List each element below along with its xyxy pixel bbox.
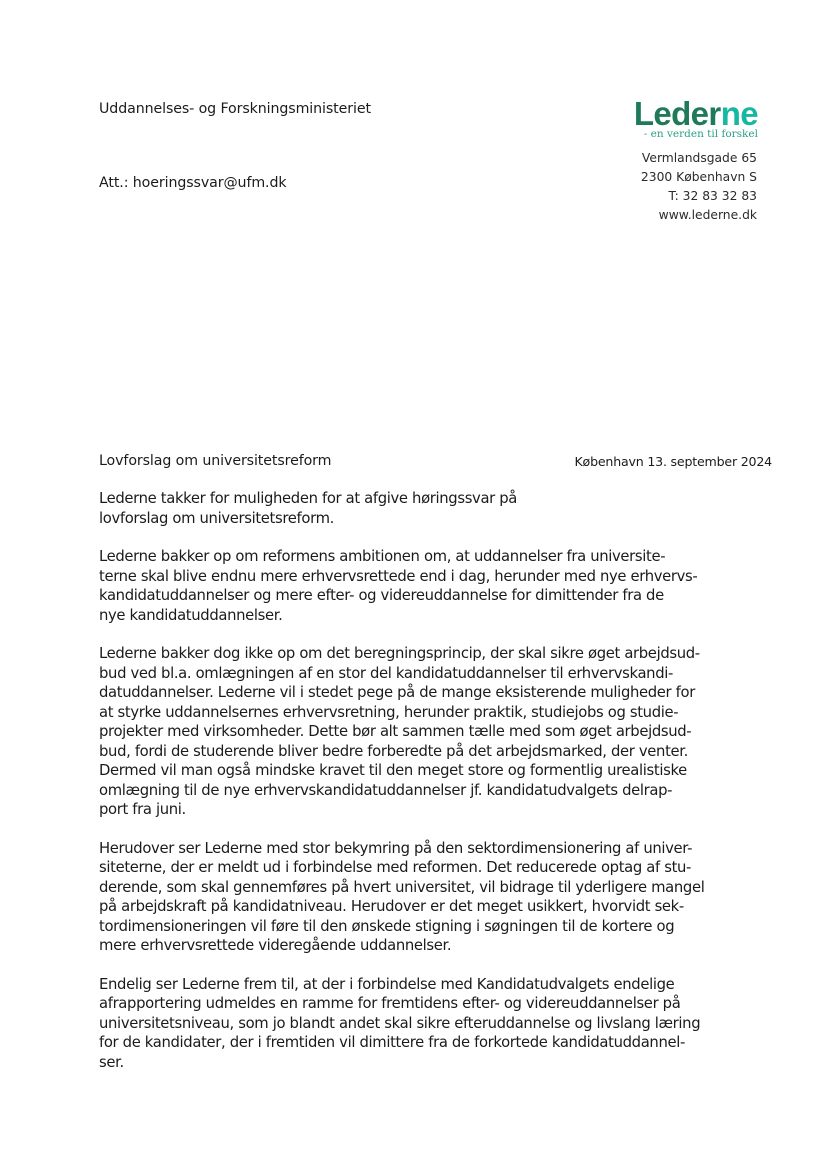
letter-subject: Lovforslag om universitetsreform	[99, 453, 332, 469]
body-paragraph-2: Lederne bakker op om reformens ambitionen om, at uddannelser fra universite- terne skal blive endnu mere erhvervsrettede end i dag, herunder med nye erhvervs- kandidatuddannelser og mere efter- og videreuddannelse for dimittender fra de nye kandidatuddannelser.	[99, 548, 698, 624]
address-city: 2300 København S	[640, 170, 757, 184]
body-paragraph-5: Endelig ser Lederne frem til, at der i forbindelse med Kandidatudvalgets endelige afrapportering udmeldes en ramme for fremtidens efter- og videreuddannelser på universitetsniveau, som jo blandt andet skal sikre efteruddannelse og livslang læring for de kandidater, der i fremtiden vil dimittere fra de forkortede kandidatuddannel- ser.	[99, 975, 701, 1071]
body-paragraph-4: Herudover ser Lederne med stor bekymring på den sektordimensionering af univer- siteterne, der er meldt ud i forbindelse med reformen. Det reducerede optag af stu- derende, som skal gennemføres på hvert universitet, vil bidrage til yderligere mangel på arbejdskraft på kandidatniveau. Herudover er det meget usikkert, hvorvidt sek- tordimensioneringen vil føre til den ønskede stigning i søgningen til de kortere og mere erhvervsrettede videregående uddannelser.	[99, 839, 705, 954]
body-paragraph-1: Lederne takker for muligheden for at afgive høringssvar på lovforslag om universitetsreform.	[99, 490, 518, 527]
attention-line: Att.: hoeringssvar@ufm.dk	[99, 175, 287, 191]
letter-body	[99, 489, 739, 1091]
address-web: www.lederne.dk	[658, 208, 757, 222]
logo-wordmark	[612, 96, 758, 132]
logo-tagline: - en verden til forskel	[643, 128, 758, 140]
lederne-logo	[612, 96, 758, 140]
logo-wordmark-accent: ne	[720, 95, 758, 132]
letter-date: København 13. september 2024	[574, 454, 772, 469]
address-phone: T: 32 83 32 83	[668, 189, 757, 203]
address-street: Vermlandsgade 65	[641, 151, 757, 165]
sender-address	[600, 149, 757, 225]
body-paragraph-3: Lederne bakker dog ikke op om det beregningsprincip, der skal sikre øget arbejdsud- bud ved bl.a. omlægningen af en stor del kandidatuddannelser til erhvervskandi- datuddannelser. Lederne vil i stedet pege på de mange eksisterende muligheder for at styrke uddannelsernes erhvervsretning, herunder praktik, studiejobs og studie- projekter med virksomheder. Dette bør alt sammen tælle med som øget arbejdsud- bud, fordi de studerende bliver bedre forberedte på det arbejdsmarked, der venter. Dermed vil man også mindske kravet til den meget store og formentlig urealistiske omlægning til de nye erhvervskandidatuddannelser jf. kandidatudvalgets delrap- port fra juni.	[99, 645, 700, 818]
logo-wordmark-main: Leder	[633, 95, 721, 132]
recipient-name: Uddannelses- og Forskningsministeriet	[99, 101, 371, 117]
